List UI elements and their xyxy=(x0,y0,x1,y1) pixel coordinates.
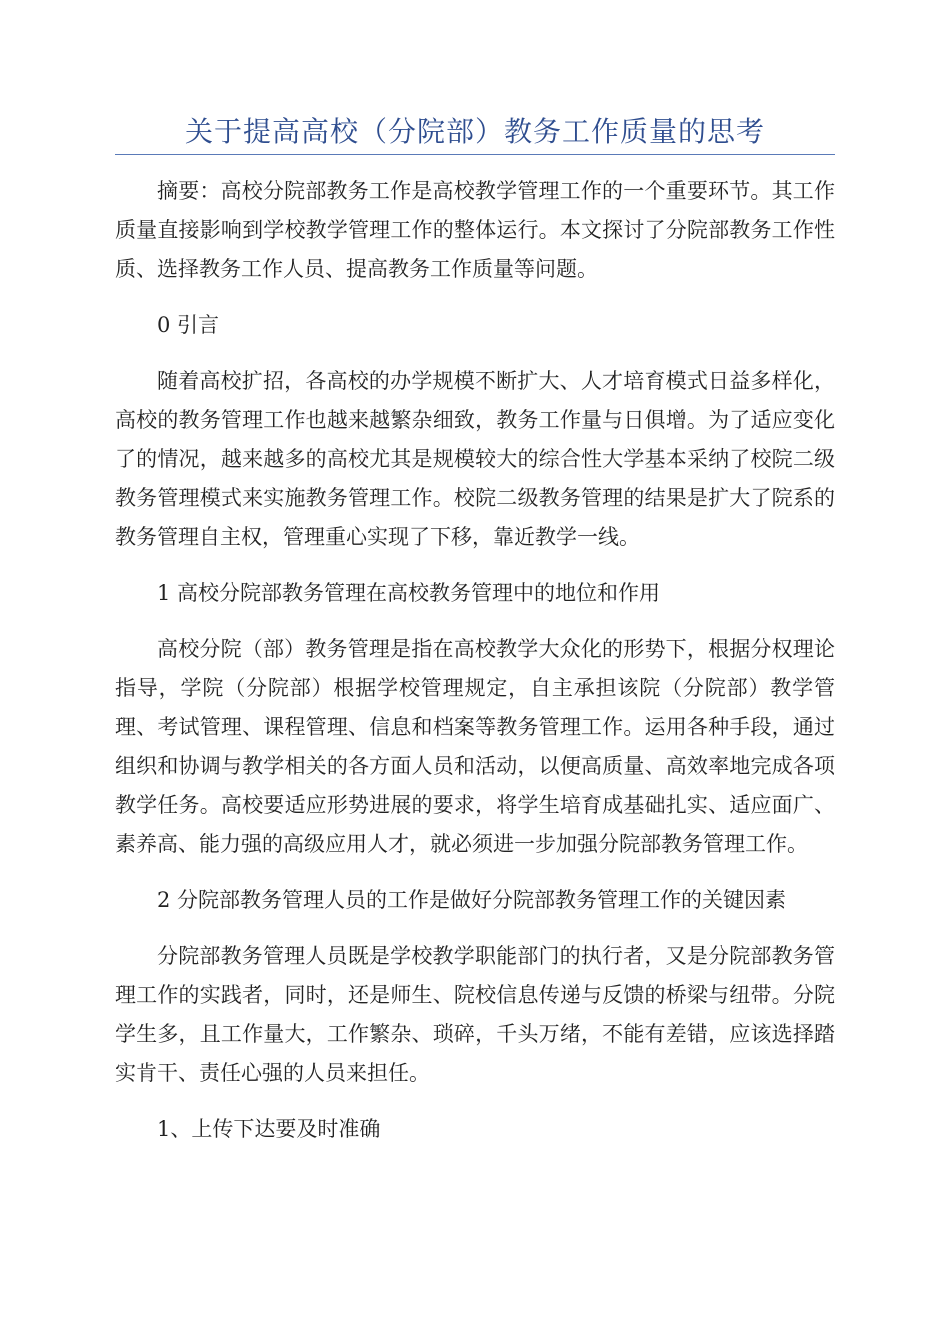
section-1-paragraph: 高校分院（部）教务管理是指在高校教学大众化的形势下，根据分权理论指导，学院（分院部）根据学校管理规定，自主承担该院（分院部）教学管理、考试管理、课程管理、信息和档案等教务管理工作。运用各种手段，通过组织和协调与教学相关的各方面人员和活动，以便高质量、高效率地完成各项教学任务。高校要适应形势进展的要求，将学生培育成基础扎实、适应面广、素养高、能力强的高级应用人才，就必须进一步加强分院部教务管理工作。 xyxy=(115,637,835,856)
section-heading-1: 1 高校分院部教务管理在高校教务管理中的地位和作用 xyxy=(157,581,661,605)
title-underline xyxy=(115,154,835,155)
section-heading-introduction: 0 引言 xyxy=(157,313,220,337)
subsection-heading-1: 1、上传下达要及时准确 xyxy=(157,1117,381,1141)
introduction-paragraph: 随着高校扩招，各高校的办学规模不断扩大、人才培育模式日益多样化，高校的教务管理工作也越来越繁杂细致，教务工作量与日俱增。为了适应变化了的情况，越来越多的高校尤其是规模较大的综合性大学基本采纳了校院二级教务管理模式来实施教务管理工作。校院二级教务管理的结果是扩大了院系的教务管理自主权，管理重心实现了下移，靠近教学一线。 xyxy=(115,369,835,549)
section-heading-2: 2 分院部教务管理人员的工作是做好分院部教务管理工作的关键因素 xyxy=(157,888,787,912)
document-body xyxy=(115,172,835,1166)
section-2-paragraph: 分院部教务管理人员既是学校教学职能部门的执行者，又是分院部教务管理工作的实践者，同时，还是师生、院校信息传递与反馈的桥梁与纽带。分院学生多，且工作量大，工作繁杂、琐碎，千头万绪，不能有差错，应该选择踏实肯干、责任心强的人员来担任。 xyxy=(115,944,835,1085)
document-title: 关于提高高校（分院部）教务工作质量的思考 xyxy=(184,115,765,148)
abstract-paragraph: 摘要：高校分院部教务工作是高校教学管理工作的一个重要环节。其工作质量直接影响到学校教学管理工作的整体运行。本文探讨了分院部教务工作性质、选择教务工作人员、提高教务工作质量等问题。 xyxy=(115,179,835,281)
